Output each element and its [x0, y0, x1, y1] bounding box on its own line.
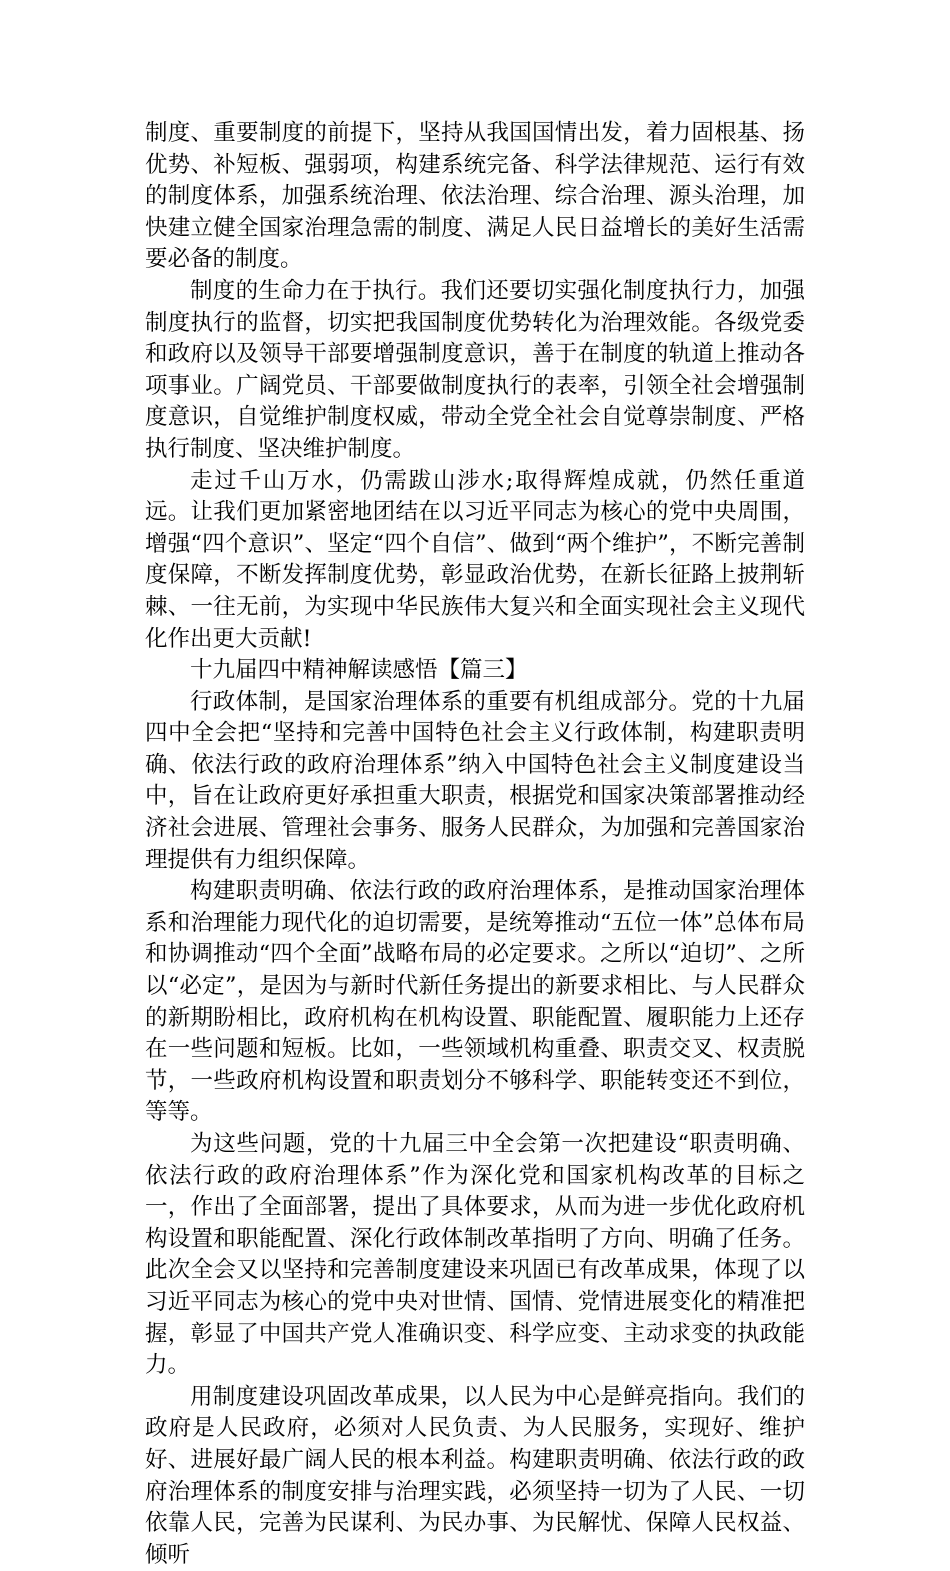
paragraph-continuation: 制度、重要制度的前提下，坚持从我国国情出发，着力固根基、扬优势、补短板、强弱项，构建系统完备、科学法律规范、运行有效的制度体系，加强系统治理、依法治理、综合治理、源头治理，加快建立健全国家治理急需的制度、满足人民日益增长的美好生活需要必备的制度。	[145, 120, 805, 273]
paragraph-governance-need: 构建职责明确、依法行政的政府治理体系，是推动国家治理体系和治理能力现代化的迫切需要，是统筹推动“五位一体”总体布局和协调推动“四个全面”战略布局的必定要求。之所以“迫切”、之所以“必定”，是因为与新时代新任务提出的新要求相比、与人民群众的新期盼相比，政府机构在机构设置、职能配置、履职能力上还存在一些问题和短板。比如，一些领域机构重叠、职责交叉、权责脱节，一些政府机构设置和职责划分不够科学、职能转变还不到位，等等。	[145, 878, 805, 1126]
document-page	[145, 118, 805, 1571]
section-heading: 十九届四中精神解读感悟【篇三】	[190, 657, 528, 684]
paragraph-reform-deployment: 为这些问题，党的十九届三中全会第一次把建设“职责明确、依法行政的政府治理体系”作为深化党和国家机构改革的目标之一，作出了全面部署，提出了具体要求，从而为进一步优化政府机构设置和职能配置、深化行政体制改革指明了方向、明确了任务。此次全会又以坚持和完善制度建设来巩固已有改革成果，体现了以习近平同志为核心的党中央对世情、国情、党情进展变化的精准把握，彰显了中国共产党人准确识变、科学应变、主动求变的执政能力。	[145, 1131, 805, 1379]
paragraph-administrative-system: 行政体制，是国家治理体系的重要有机组成部分。党的十九届四中全会把“坚持和完善中国特色社会主义行政体制，构建职责明确、依法行政的政府治理体系”纳入中国特色社会主义制度建设当中，旨在让政府更好承担重大职责，根据党和国家决策部署推动经济社会进展、管理社会事务、服务人民群众，为加强和完善国家治理提供有力组织保障。	[145, 688, 805, 873]
paragraph-people-centered: 用制度建设巩固改革成果，以人民为中心是鲜亮指向。我们的政府是人民政府，必须对人民负责、为人民服务，实现好、维护好、进展好最广阔人民的根本利益。构建职责明确、依法行政的政府治理体系的制度安排与治理实践，必须坚持一切为了人民、一切依靠人民，完善为民谋利、为民办事、为民解忧、保障人民权益、倾听	[145, 1383, 805, 1568]
paragraph-institution-execution: 制度的生命力在于执行。我们还要切实强化制度执行力，加强制度执行的监督，切实把我国制度优势转化为治理效能。各级党委和政府以及领导干部要增强制度意识，善于在制度的轨道上推动各项事业。广阔党员、干部要做制度执行的表率，引领全社会增强制度意识，自觉维护制度权威，带动全党全社会自觉尊崇制度、严格执行制度、坚决维护制度。	[145, 277, 805, 462]
paragraph-closing-call: 走过千山万水，仍需跋山涉水;取得辉煌成就，仍然任重道远。让我们更加紧密地团结在以习近平同志为核心的党中央周围，增强“四个意识”、坚定“四个自信”、做到“两个维护”，不断完善制度保障，不断发挥制度优势，彰显政治优势，在新长征路上披荆斩棘、一往无前，为实现中华民族伟大复兴和全面实现社会主义现代化作出更大贡献!	[145, 467, 805, 652]
